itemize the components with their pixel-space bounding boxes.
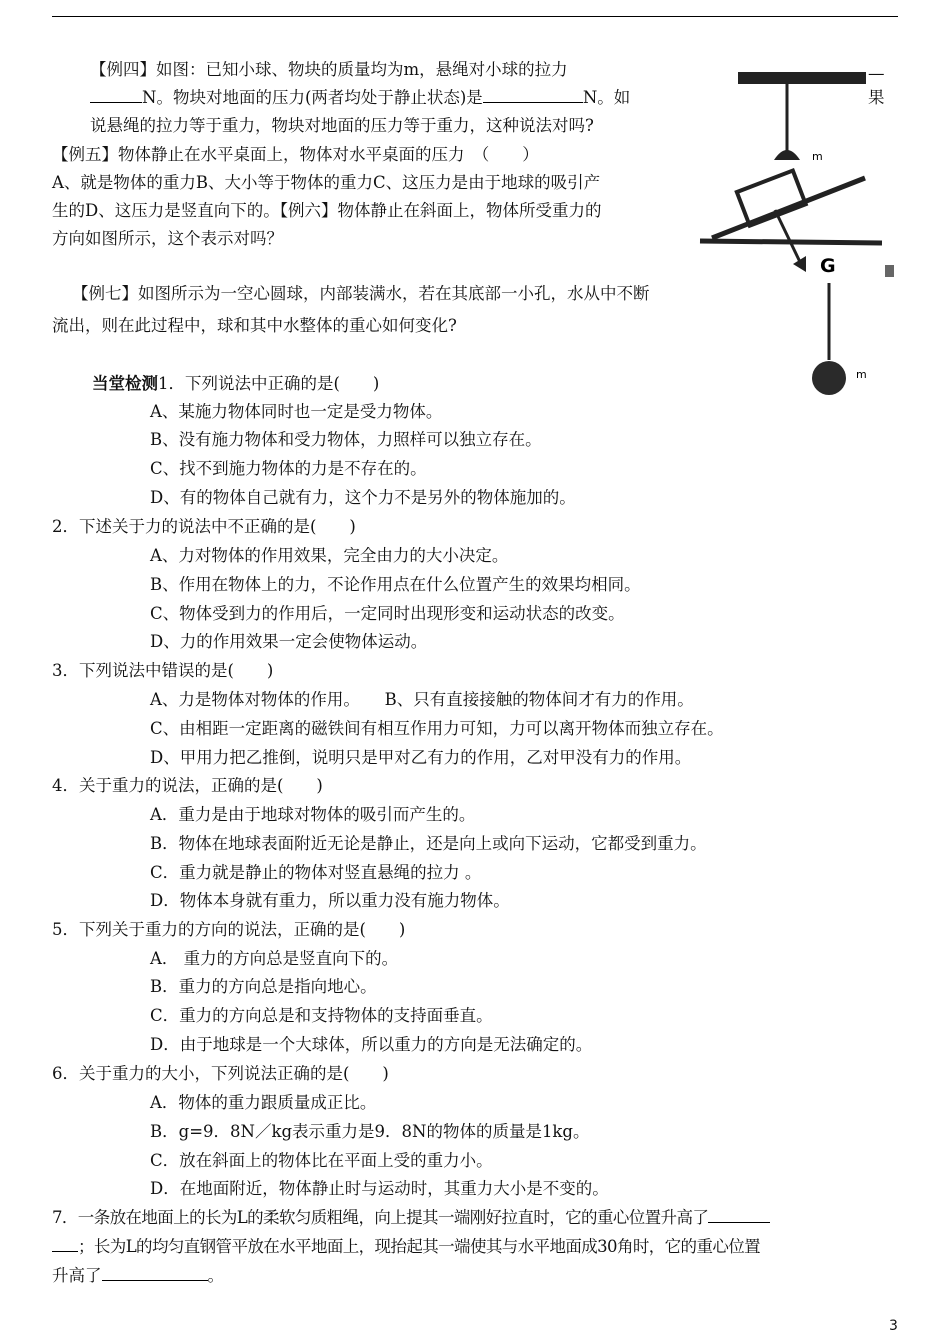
gravity-line <box>775 210 800 262</box>
ex4-line2-text: N。物块对地面的压力(两者均处于静止状态)是 <box>142 88 483 107</box>
incline <box>712 178 865 238</box>
q5-stem: 5．下列关于重力的方向的说法，正确的是( ) <box>52 920 406 939</box>
q7-line2 <box>52 1237 760 1257</box>
q2-option-c: C、物体受到力的作用后，一定同时出现形变和运动状态的改变。 <box>150 604 625 623</box>
ceiling-bar <box>738 72 866 84</box>
q5-option-c: C．重力的方向总是和支持物体的支持面垂直。 <box>150 1006 493 1025</box>
q2-option-d: D、力的作用效果一定会使物体运动。 <box>150 632 428 651</box>
label-m2: m <box>856 368 867 381</box>
ex5-line1: 【例五】物体静止在水平桌面上，物体对水平桌面的压力 （ ） <box>52 145 539 164</box>
ex5-line4: 方向如图所示，这个表示对吗？ <box>52 229 283 248</box>
answer-blank[interactable] <box>52 1237 78 1252</box>
ex7-line2: 流出，则在此过程中，球和其中水整体的重心如何变化? <box>52 316 457 335</box>
q1-stem: 1．下列说法中正确的是( ) <box>158 374 380 393</box>
q2-option-a: A、力对物体的作用效果，完全由力的大小决定。 <box>150 546 509 565</box>
q4-option-a: A．重力是由于地球对物体的吸引而产生的。 <box>150 805 476 824</box>
q7-line1 <box>52 1208 770 1228</box>
side-char: 果 <box>868 88 885 107</box>
q7-line3-end: 。 <box>207 1266 224 1285</box>
q3-option-d: D、甲用力把乙推倒，说明只是甲对乙有力的作用，乙对甲没有力的作用。 <box>150 748 692 767</box>
ball-small <box>774 150 800 160</box>
q4-option-d: D．物体本身就有重力，所以重力没有施力物体。 <box>150 891 510 910</box>
check-q1-stem <box>92 374 379 394</box>
ex4-line3: 说悬绳的拉力等于重力，物块对地面的压力等于重力，这种说法对吗? <box>90 116 594 135</box>
q3-stem: 3．下列说法中错误的是( ) <box>52 661 274 680</box>
q6-option-b: B．g=9．8N／kg表示重力是9．8N的物体的质量是1kg。 <box>150 1122 590 1141</box>
block <box>737 171 806 226</box>
q7-line3 <box>52 1266 224 1286</box>
q3-option-c: C、由相距一定距离的磁铁间有相互作用力可知，力可以离开物体而独立存在。 <box>150 719 724 738</box>
physics-figures <box>0 0 950 420</box>
q7-line1-text: 7．一条放在地面上的长为L的柔软匀质粗绳，向上提其一端刚好拉直时，它的重心位置升高了 <box>52 1208 709 1227</box>
q5-option-b: B．重力的方向总是指向地心。 <box>150 977 377 996</box>
answer-blank[interactable] <box>708 1208 770 1223</box>
pendulum-ball <box>812 361 846 395</box>
q1-option-b: B、没有施力物体和受力物体，力照样可以独立存在。 <box>150 430 542 449</box>
answer-blank[interactable] <box>102 1266 208 1281</box>
q6-option-c: C．放在斜面上的物体比在平面上受的重力小。 <box>150 1151 493 1170</box>
side-dash: — <box>868 64 885 83</box>
small-mark <box>885 265 894 277</box>
q6-option-a: A．物体的重力跟质量成正比。 <box>150 1093 377 1112</box>
label-m1: m <box>812 150 823 163</box>
q5-option-d: D．由于地球是一个大球体，所以重力的方向是无法确定的。 <box>150 1035 593 1054</box>
q4-stem: 4．关于重力的说法，正确的是( ) <box>52 776 323 795</box>
q2-stem: 2．下述关于力的说法中不正确的是( ) <box>52 517 356 536</box>
q5-option-a: A． 重力的方向总是竖直向下的。 <box>150 949 399 968</box>
q1-option-a: A、某施力物体同时也一定是受力物体。 <box>150 402 443 421</box>
q7-line2-text: ；长为L的均匀直钢管平放在水平地面上，现抬起其一端使其与水平地面成30角时，它的重心位置 <box>78 1237 761 1256</box>
q1-option-c: C、找不到施力物体的力是不存在的。 <box>150 459 427 478</box>
q3-option-ab: A、力是物体对物体的作用。 B、只有直接接触的物体间才有力的作用。 <box>150 690 694 709</box>
ex7-line1: 【例七】如图所示为一空心圆球，内部装满水，若在其底部一小孔，水从中不断 <box>72 284 650 303</box>
q4-option-b: B．物体在地球表面附近无论是静止，还是向上或向下运动，它都受到重力。 <box>150 834 707 853</box>
ex5-line3: 生的D、这压力是竖直向下的。【例六】物体静止在斜面上，物体所受重力的 <box>52 201 602 220</box>
q6-option-d: D．在地面附近，物体静止时与运动时，其重力大小是不变的。 <box>150 1179 609 1198</box>
q7-line3-text: 升高了 <box>52 1266 102 1285</box>
label-g: G <box>820 255 836 277</box>
q1-option-d: D、有的物体自己就有力，这个力不是另外的物体施加的。 <box>150 488 576 507</box>
ex4-line1: 【例四】如图：已知小球、物块的质量均为m，悬绳对小球的拉力 <box>90 60 568 79</box>
ex4-line2-end: N。如 <box>582 88 631 107</box>
ex5-line2: A、就是物体的重力B、大小等于物体的重力C、这压力是由于地球的吸引产 <box>52 173 601 192</box>
q4-option-c: C．重力就是静止的物体对竖直悬绳的拉力 。 <box>150 863 482 882</box>
page-number: 3 <box>889 1318 898 1334</box>
q6-stem: 6．关于重力的大小，下列说法正确的是( ) <box>52 1064 389 1083</box>
check-title: 当堂检测 <box>92 374 158 393</box>
q2-option-b: B、作用在物体上的力，不论作用点在什么位置产生的效果均相同。 <box>150 575 641 594</box>
